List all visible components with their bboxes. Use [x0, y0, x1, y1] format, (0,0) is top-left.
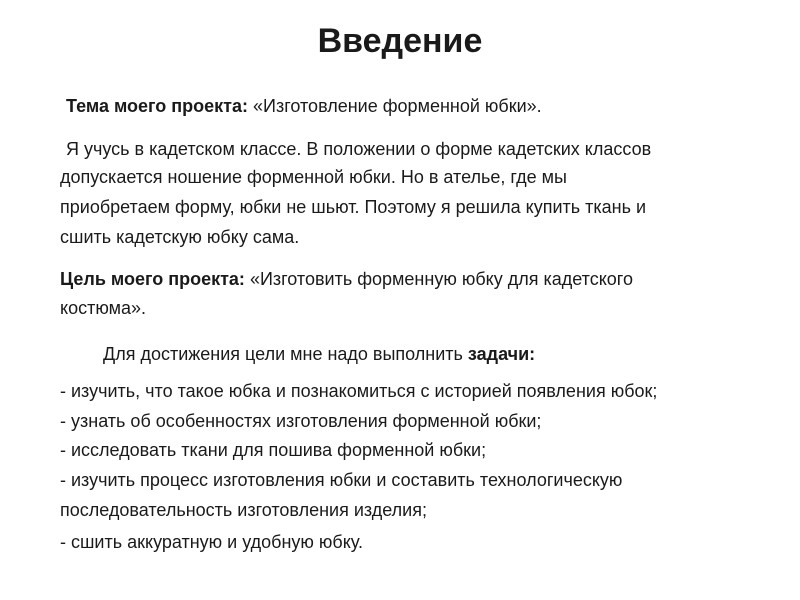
tasks-intro — [103, 344, 535, 365]
task-item-continued: последовательность изготовления изделия; — [60, 500, 427, 520]
task-item: - исследовать ткани для пошива форменной юбки; — [60, 440, 487, 460]
goal-label: Цель моего проекта: — [60, 269, 245, 289]
slide-title: Введение — [317, 22, 483, 60]
task-item: - узнать об особенностях изготовления форменной юбки; — [60, 411, 542, 431]
topic-value: «Изготовление форменной юбки». — [253, 96, 542, 116]
intro-line: сшить кадетскую юбку сама. — [60, 227, 300, 247]
task-item: - изучить процесс изготовления юбки и составить технологическую — [60, 470, 623, 490]
task-item: - изучить, что такое юбка и познакомиться с историей появления юбок; — [60, 381, 658, 401]
task-item: - сшить аккуратную и удобную юбку. — [60, 532, 363, 552]
intro-line: приобретаем форму, юбки не шьют. Поэтому я решила купить ткань и — [60, 197, 647, 217]
goal-line — [60, 269, 633, 290]
goal-value: «Изготовить форменную юбку для кадетского — [249, 269, 633, 289]
topic-label: Тема моего проекта: — [66, 96, 249, 116]
tasks-intro-text: Для достижения цели мне надо выполнить — [103, 344, 463, 364]
goal-value-continued: костюма». — [60, 298, 147, 318]
intro-line: Я учусь в кадетском классе. В положении о форме кадетских классов — [66, 139, 652, 159]
topic-line — [66, 96, 542, 117]
tasks-intro-bold: задачи: — [467, 344, 536, 364]
intro-line: допускается ношение форменной юбки. Но в ателье, где мы — [60, 167, 567, 187]
